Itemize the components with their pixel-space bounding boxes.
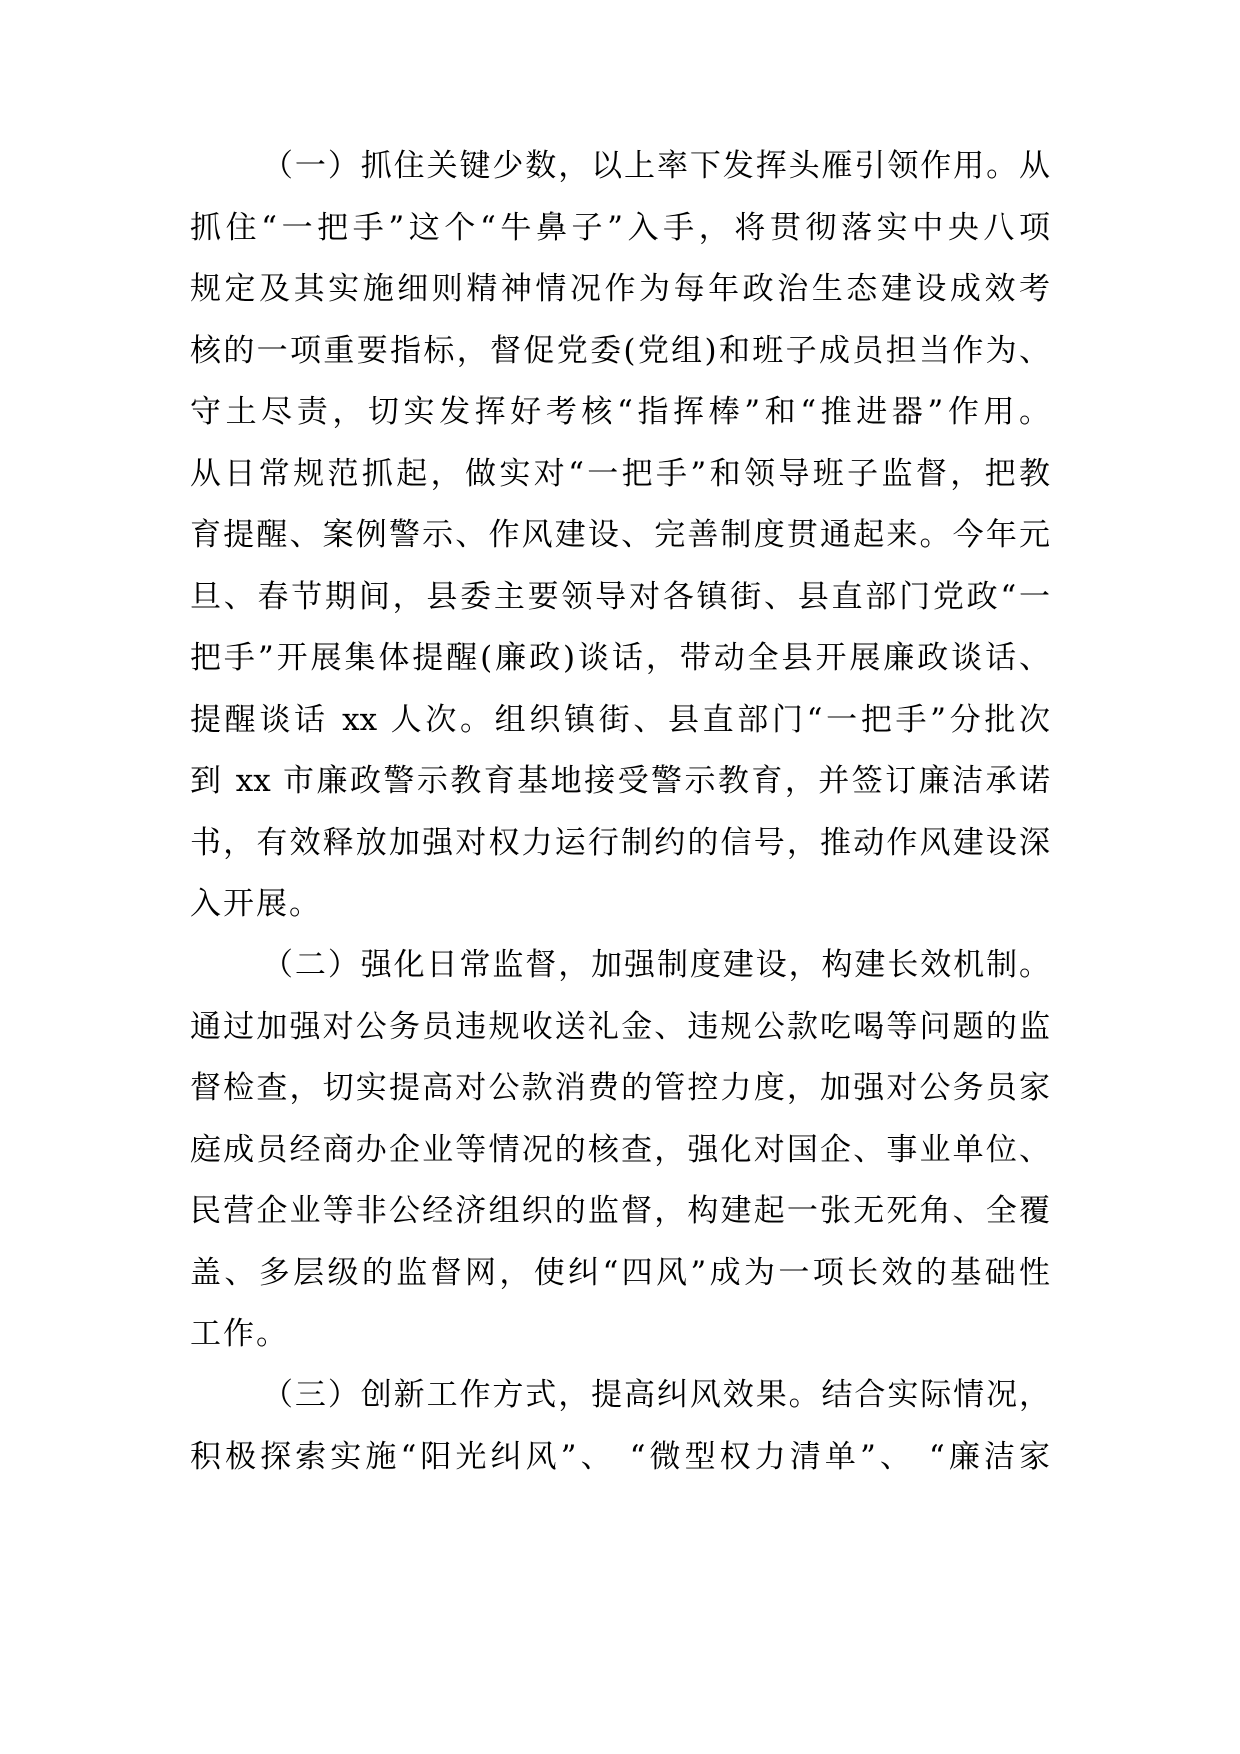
paragraph-1-line-8: 旦、春节期间，县委主要领导对各镇街、县直部门党政“一 — [190, 578, 1050, 615]
paragraph-3-line-2: 积极探索实施“阳光纠风”、 “微型权力清单”、 “廉洁家 — [190, 1438, 1050, 1475]
paragraph-3 — [190, 1365, 1050, 1488]
paragraph-2-line-4: 庭成员经商办企业等情况的核查，强化对国企、事业单位、 — [190, 1131, 1050, 1168]
paragraph-1-line-9: 把手”开展集体提醒(廉政)谈话，带动全县开展廉政谈话、 — [190, 640, 1050, 676]
paragraph-2-line-6: 盖、多层级的监督网，使纠“四风”成为一项长效的基础性 — [190, 1254, 1050, 1291]
paragraph-1-line-5: 守土尽责，切实发挥好考核“指挥棒”和“推进器”作用。 — [190, 394, 1050, 430]
paragraph-3-line-1: （三）创新工作方式，提高纠风效果。结合实际情况， — [262, 1377, 1050, 1413]
paragraph-2-line-7: 工作。 — [190, 1316, 289, 1352]
paragraph-1-line-7: 育提醒、案例警示、作风建设、完善制度贯通起来。今年元 — [190, 517, 1050, 553]
paragraph-1-line-4: 核的一项重要指标，督促党委(党组)和班子成员担当作为、 — [190, 332, 1050, 369]
paragraph-1-line-10: 提醒谈话 xx 人次。组织镇街、县直部门“一把手”分批次 — [190, 701, 1050, 738]
paragraph-1-line-11: 到 xx 市廉政警示教育基地接受警示教育，并签订廉洁承诺 — [190, 763, 1050, 799]
paragraph-2 — [190, 935, 1050, 1366]
paragraph-1-line-1: （一）抓住关键少数，以上率下发挥头雁引领作用。从 — [262, 148, 1050, 184]
paragraph-2-line-1: （二）强化日常监督，加强制度建设，构建长效机制。 — [262, 947, 1050, 983]
paragraph-2-line-3: 督检查，切实提高对公款消费的管控力度，加强对公务员家 — [190, 1070, 1050, 1106]
paragraph-1-line-13: 入开展。 — [190, 886, 322, 922]
paragraph-2-line-5: 民营企业等非公经济组织的监督，构建起一张无死角、全覆 — [190, 1193, 1050, 1229]
paragraph-1-line-2: 抓住“一把手”这个“牛鼻子”入手，将贯彻落实中央八项 — [190, 209, 1050, 246]
paragraph-2-line-2: 通过加强对公务员违规收送礼金、违规公款吃喝等问题的监 — [190, 1008, 1050, 1045]
paragraph-1 — [190, 136, 1050, 936]
paragraph-1-line-6: 从日常规范抓起，做实对“一把手”和领导班子监督，把教 — [190, 455, 1050, 492]
paragraph-1-line-3: 规定及其实施细则精神情况作为每年政治生态建设成效考 — [190, 271, 1050, 307]
paragraph-1-line-12: 书，有效释放加强对权力运行制约的信号，推动作风建设深 — [190, 824, 1050, 861]
